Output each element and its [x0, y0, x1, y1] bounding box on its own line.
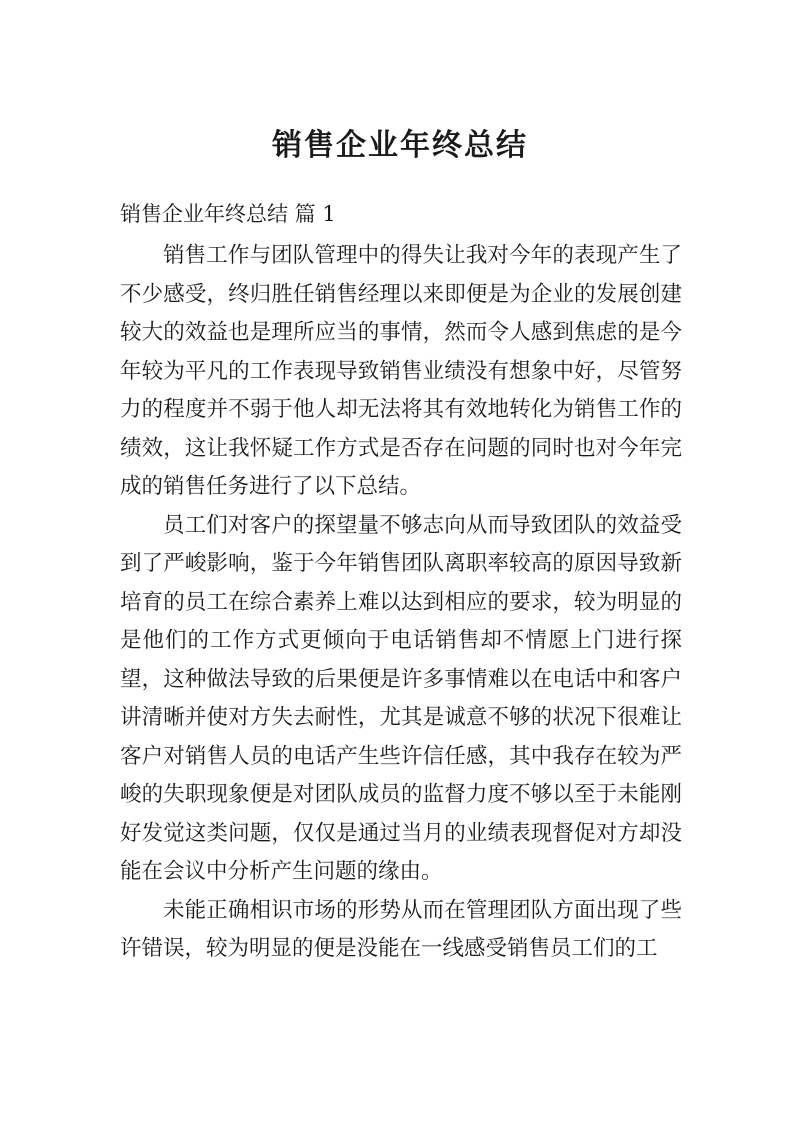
paragraph-2: 员工们对客户的探望量不够志向从而导致团队的效益受到了严峻影响，鉴于今年销售团队离职率较高的原因导致新培育的员工在综合素养上难以达到相应的要求，较为明显的是他们的工作方式更倾向于电话销售却不情愿上门进行探望，这种做法导致的后果便是许多事情难以在电话中和客户讲清晰并使对方失去耐性，尤其是诚意不够的状况下很难让客户对销售人员的电话产生些许信任感，其中我存在较为严峻的失职现象便是对团队成员的监督力度不够以至于未能刚好发觉这类问题，仅仅是通过当月的业绩表现督促对方却没能在会议中分析产生问题的缘由。	[120, 512, 682, 884]
section-heading: 销售企业年终总结 篇 1	[120, 202, 336, 226]
paragraph-1: 销售工作与团队管理中的得失让我对今年的表现产生了不少感受，终归胜任销售经理以来即便是为企业的发展创建较大的效益也是理所应当的事情，然而令人感到焦虑的是今年较为平凡的工作表现导致销售业绩没有想象中好，尽管努力的程度并不弱于他人却无法将其有效地转化为销售工作的绩效，这让我怀疑工作方式是否存在问题的同时也对今年完成的销售任务进行了以下总结。	[120, 243, 682, 499]
document-title: 销售企业年终总结	[272, 128, 528, 163]
document-body	[120, 237, 682, 969]
paragraph-3: 未能正确相识市场的形势从而在管理团队方面出现了些许错误，较为明显的便是没能在一线感受销售员工们的工	[120, 897, 682, 961]
